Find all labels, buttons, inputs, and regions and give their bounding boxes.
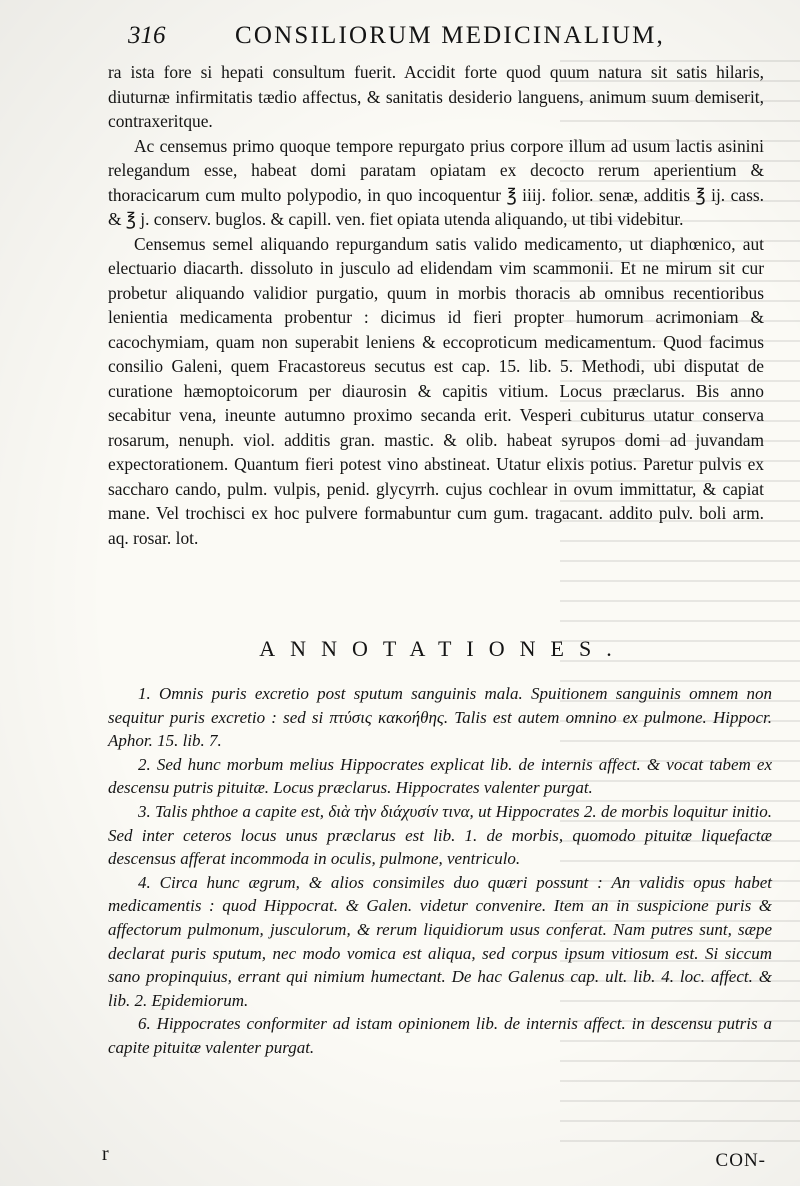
annotation-item-6: 6. Hippocrates conformiter ad istam opinionem lib. de internis affect. in descensu putris a capite pituitæ valenter purgat. (108, 1014, 772, 1057)
annotations-list (108, 682, 772, 1060)
running-head (110, 22, 770, 56)
body-paragraph-2: Ac censemus primo quoque tempore repurgato prius corpore illum ad usum lactis asinini relegandum esse, habeat domi paratam opiatam ex decocto rerum aperientium & thoracicarum cum multo polypodio, in quo incoquentur ℥ iiij. folior. senæ, additis ℥ ij. cass. & ℥ j. conserv. buglos. & capill. ven. fiet opiata utenda aliquando, ut tibi videbitur. (108, 135, 764, 229)
page-number: 316 (128, 22, 166, 49)
margin-mark: r (102, 1143, 109, 1165)
section-heading: ANNOTATIONES. (259, 636, 627, 661)
annotation-item-4: 4. Circa hunc ægrum, & alios consimiles duo quæri possunt : An validis opus habet medicamentis : quod Hippocrat. & Galen. videtur convenire. Item an in suspicione puris & affectorum pulmonum, jusculorum, & rerum liquidiorum usus conferat. Nam putres sunt, sæpe declarat puris sputum, nec modo vomica est aliqua, sed corpus ipsum vitiosum est. Si siccum sano propinquius, errant qui nimium humectant. De hac Galenus cap. ult. lib. 4. loc. affect. & lib. 2. Epidemiorum. (108, 872, 772, 1010)
catchword: CON- (715, 1150, 766, 1171)
body-text (108, 60, 764, 550)
annotation-item-3: 3. Talis phthoe a capite est, διὰ τὴν διάχυσίν τινα, ut Hippocrates 2. de morbis loquitur initio. Sed inter ceteros locus unus præclarus est lib. 1. de morbis, quomodo pituitæ liquefactæ descensus afferat incommoda in oculis, pulmone, ventriculo. (108, 801, 772, 869)
body-paragraph-1: ra ista fore si hepati consultum fuerit. Accidit forte quod quum natura sit satis hilaris, diuturnæ infirmitatis tædio affectus, & sanitatis desiderio languens, animum suum demiserit, contraxeritque. (108, 62, 764, 131)
annotation-item-2: 2. Sed hunc morbum melius Hippocrates explicat lib. de internis affect. & vocat tabem ex descensu putris pituitæ. Locus præclarus. Hippocrates valenter purgat. (108, 754, 772, 798)
body-paragraph-3: Censemus semel aliquando repurgandum satis valido medicamento, ut diaphœnico, aut electuario diacarth. dissoluto in jusculo ad elidendam vim scammonii. Et ne mirum sit cur probetur aliquando validior purgatio, quum in morbis thoracis ab omnibus recentioribus lenientia medicamenta probentur : dicimus id fieri propter humorum acrimoniam & cacochymiam, quam non superabit leniens & eccoproticum medicamentum. Quod facimus consilio Galeni, quem Fracastoreus secutus est cap. 15. lib. 5. Methodi, ubi disputat de curatione hæmoptoicorum per diaurosin & capitis vitium. Locus præclarus. Bis anno secabitur vena, ineunte autumno proximo secanda erit. Vesperi cubiturus utatur conserva rosarum, nenuph. viol. additis gran. mastic. & olib. habeat syrupos domi ad juvandam expectorationem. Quantum fieri potest vino abstineat. Utatur elixis potius. Paretur pulvis ex saccharo cando, pulm. vulpis, penid. glycyrrh. cujus cochlear in ovum immittatur, & capiat mane. Vel trochisci ex hoc pulvere formabuntur cum gum. tragacant. addito pulv. boli arm. aq. rosar. lot. (108, 233, 764, 548)
running-title: CONSILIORUM MEDICINALIUM, (235, 22, 665, 49)
annotation-item-1: 1. Omnis puris excretio post sputum sanguinis mala. Spuitionem sanguinis omnem non sequitur puris excretio : sed si πτύσις κακοήθης. Talis est autem omnino ex pulmone. Hippocr. Aphor. 15. lib. 7. (108, 684, 772, 751)
